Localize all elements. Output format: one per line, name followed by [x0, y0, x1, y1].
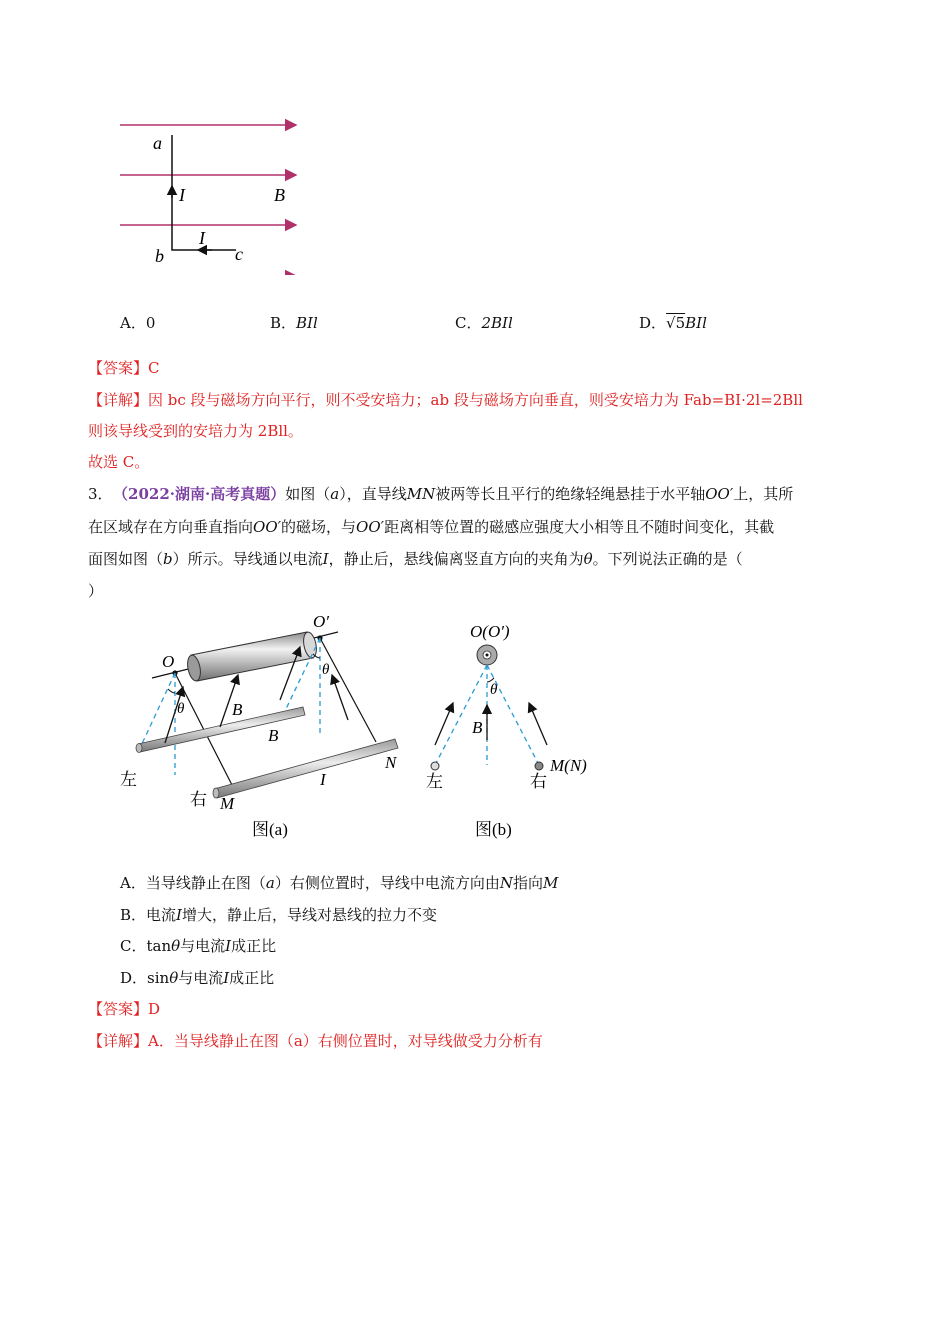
option-text: 与电流	[180, 937, 226, 955]
option-var: N	[499, 874, 513, 892]
label-M: M	[220, 794, 235, 813]
option-text: BIl	[296, 314, 318, 332]
stem-text: 在区域存在方向垂直指向	[88, 518, 254, 536]
stem-var: MN	[406, 485, 436, 503]
option-text: tan	[146, 937, 172, 955]
B-arrow	[529, 703, 547, 745]
option-letter: D．	[120, 969, 148, 987]
option-var: I	[223, 969, 230, 987]
radical: √5	[666, 314, 686, 332]
q3-option-d[interactable]	[120, 968, 274, 988]
q3-stem-line3	[88, 549, 743, 569]
option-text: 指向	[512, 874, 543, 892]
stem-var: OO′	[705, 485, 734, 503]
label-a: a	[153, 133, 162, 153]
label-right: 右	[530, 772, 547, 791]
label-Oprime: O′	[313, 612, 329, 631]
option-letter: C．	[120, 937, 147, 955]
label-left: 左	[426, 772, 443, 791]
label-O: O	[162, 652, 175, 671]
option-text: 与电流	[178, 969, 224, 987]
rod-left-end	[136, 744, 142, 753]
label-B: B	[232, 700, 243, 719]
q3-option-c[interactable]	[120, 936, 276, 956]
option-c[interactable]	[455, 313, 513, 333]
label-c: c	[235, 244, 243, 264]
label-left: 左	[120, 770, 137, 789]
label-theta: θ	[322, 662, 330, 678]
option-a[interactable]	[120, 313, 155, 333]
rod-left	[138, 707, 305, 752]
B-arrow	[435, 703, 453, 745]
option-letter: A．	[120, 874, 146, 892]
stem-var: OO′	[356, 518, 385, 536]
question-number: 3．	[88, 485, 113, 503]
cylinder-body	[191, 632, 313, 681]
stem-text: 的磁场，与	[281, 518, 357, 536]
option-var: I	[176, 906, 182, 924]
stem-text: 。下列说法正确的是（	[592, 550, 743, 568]
label-N: N	[385, 753, 397, 772]
label-B: B	[274, 185, 285, 205]
detail-label: 【详解】	[88, 1032, 149, 1050]
option-var: M	[542, 874, 559, 892]
option-d[interactable]	[639, 313, 707, 333]
dashed-string	[487, 665, 539, 765]
q3-answer	[88, 999, 160, 1019]
stem-var: I	[322, 550, 329, 568]
label-theta: θ	[490, 682, 498, 698]
axis-section-dot	[486, 654, 489, 657]
wire-MN	[214, 739, 398, 798]
caption-b: 图(b)	[475, 820, 512, 839]
angle-arc	[168, 689, 175, 693]
option-letter: D．	[639, 314, 667, 332]
detail-text: 因 bc 段与磁场方向平行，则不受安培力；ab 段与磁场方向垂直，则受安培力为 Fab=BI·2l=2Bll	[148, 391, 803, 409]
option-text: 当导线静止在图（	[145, 874, 266, 892]
answer-label: 【答案】	[88, 1000, 149, 1018]
option-b[interactable]	[270, 313, 318, 333]
stem-var: a	[330, 485, 340, 503]
stem-text: ），直导线	[339, 485, 407, 503]
option-var: a	[265, 874, 275, 892]
option-text: BIl	[685, 314, 707, 332]
q3-detail-line1	[88, 1031, 543, 1051]
stem-text: 被两等长且平行的绝缘轻绳悬挂于水平轴	[435, 485, 706, 503]
answer-value: C	[148, 359, 160, 377]
option-letter: C．	[455, 314, 482, 332]
q3-stem-line4: ）	[88, 582, 104, 600]
detail-label: 【详解】	[88, 391, 149, 409]
stem-text: ，静止后，悬线偏离竖直方向的夹角为	[328, 550, 584, 568]
wire-left-section	[431, 762, 439, 770]
wire-right-section	[535, 762, 543, 770]
figure-a-suspension	[110, 605, 420, 845]
option-var: θ	[169, 969, 179, 987]
stem-text: 如图（	[285, 485, 331, 503]
option-text: 成正比	[231, 937, 277, 955]
q3-stem-line2	[88, 517, 774, 537]
q3-option-a[interactable]	[120, 873, 558, 893]
label-I: I	[320, 770, 326, 789]
label-b: b	[155, 246, 164, 266]
answer-label: 【答案】	[88, 359, 149, 377]
option-text: ）右侧位置时，导线中电流方向由	[274, 874, 500, 892]
q2-detail-line1	[88, 390, 803, 410]
dashed-string	[435, 665, 487, 765]
q2-answer	[88, 358, 160, 378]
q2-detail-line2: 则该导线受到的安培力为 2Bll。	[88, 422, 303, 440]
string	[320, 638, 376, 742]
label-right: 右	[190, 790, 207, 809]
label-I-up: I	[179, 185, 185, 205]
option-letter: A．	[120, 314, 146, 332]
wire-M-end	[213, 788, 219, 798]
caption-a: 图(a)	[252, 820, 288, 839]
q3-stem-line1	[88, 484, 793, 504]
stem-text: 距离相等位置的磁感应强度大小相等且不随时间变化，其截	[384, 518, 775, 536]
label-MN: M(N)	[550, 756, 587, 775]
answer-value: D	[148, 1000, 161, 1018]
B-arrow	[332, 675, 348, 720]
option-text: 0	[145, 314, 156, 332]
q3-option-b[interactable]	[120, 905, 437, 925]
q2-detail-line3: 故选 C。	[88, 453, 150, 471]
option-letter: B．	[270, 314, 297, 332]
question-source: （2022·湖南·高考真题）	[120, 485, 286, 503]
stem-text: 上，其所	[733, 485, 794, 503]
option-var: I	[225, 937, 232, 955]
option-var: θ	[171, 937, 181, 955]
stem-var: θ	[583, 550, 593, 568]
label-I-left: I	[199, 228, 205, 248]
figure-field-wire	[110, 110, 310, 275]
option-letter: B．	[120, 906, 147, 924]
option-text: 增大，静止后，导线对悬线的拉力不变	[181, 906, 437, 924]
stem-text: ）所示。导线通以电流	[172, 550, 323, 568]
option-text: 电流	[146, 906, 177, 924]
figure-b-cross-section	[420, 615, 605, 845]
option-text: 2BIl	[481, 314, 513, 332]
stem-text: 面图如图（	[88, 550, 164, 568]
label-B: B	[268, 726, 279, 745]
label-theta: θ	[177, 701, 185, 717]
label-OOprime: O(O′)	[470, 622, 510, 641]
label-B: B	[472, 718, 483, 737]
detail-text: A．当导线静止在图（a）右侧位置时，对导线做受力分析有	[148, 1032, 543, 1050]
stem-var: OO′	[253, 518, 282, 536]
option-text: sin	[147, 969, 170, 987]
stem-var: b	[163, 550, 173, 568]
option-text: 成正比	[229, 969, 275, 987]
